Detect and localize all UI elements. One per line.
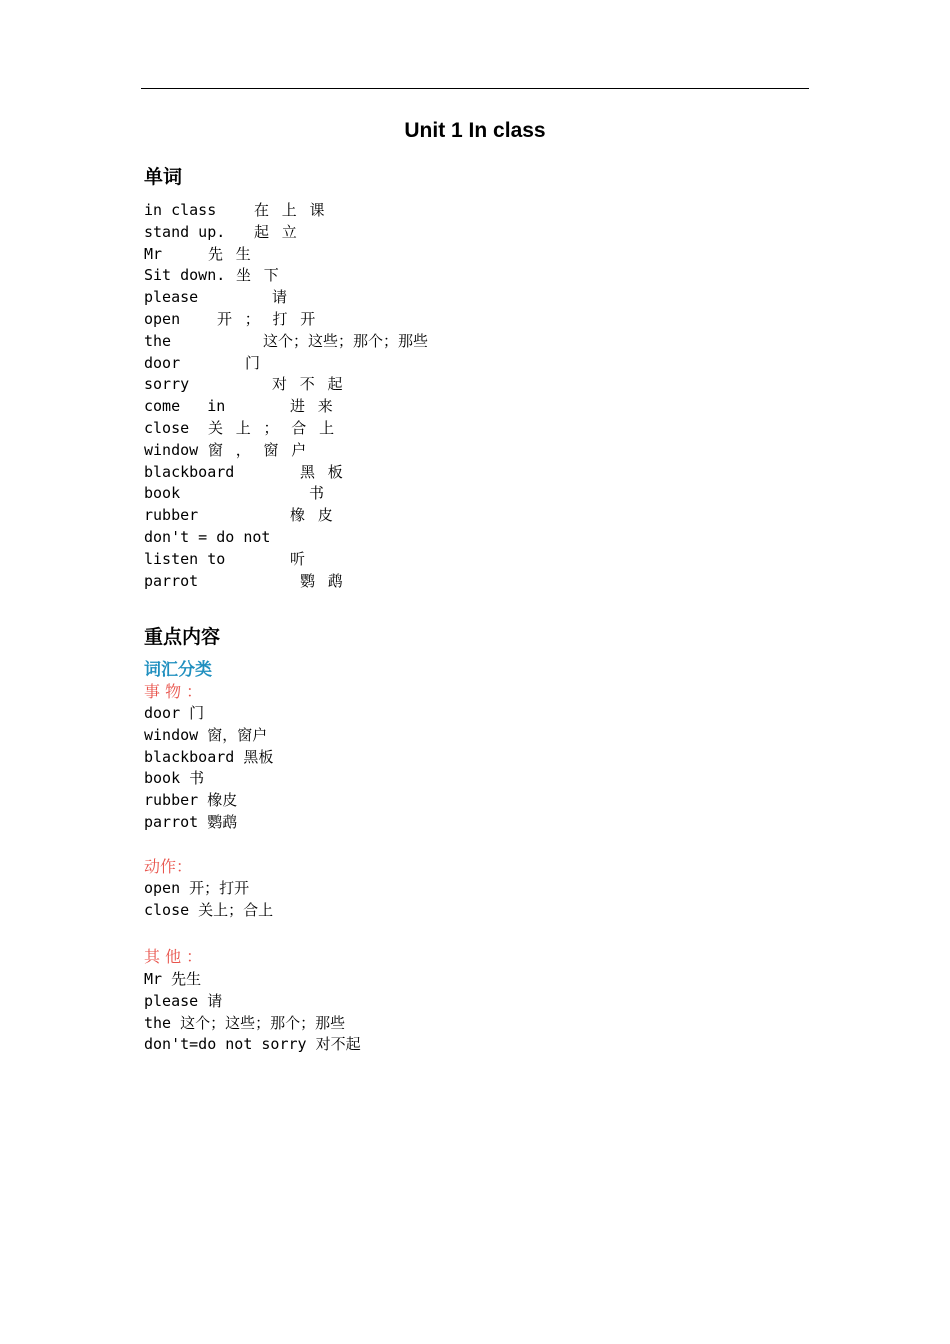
vocab-row	[144, 353, 544, 375]
vocab-english: come in	[144, 397, 226, 416]
vocab-row	[144, 440, 544, 462]
vocab-chinese: 听	[290, 549, 310, 568]
vocab-english: window	[144, 440, 199, 459]
category-actions-label: 动作：	[144, 857, 193, 876]
page-title: Unit 1 In class	[404, 119, 546, 142]
vocab-row	[144, 571, 544, 593]
vocab-english: Mr	[144, 244, 163, 263]
vocab-row	[144, 374, 544, 396]
words-heading: 单词	[144, 166, 183, 188]
vocab-chinese: 开 ； 打 开	[217, 309, 320, 328]
list-item: close 关上；合上	[144, 900, 274, 919]
vocab-row	[144, 309, 544, 331]
list-item: Mr 先生	[144, 970, 202, 988]
vocab-row	[144, 505, 544, 527]
vocab-row	[144, 222, 544, 244]
vocab-chinese: 窗 ， 窗 户	[208, 440, 311, 459]
vocab-english: please	[144, 288, 199, 307]
vocab-row	[144, 418, 544, 440]
vocab-chinese: 先 生	[208, 244, 255, 263]
vocab-english: door	[144, 353, 181, 372]
vocab-chinese: 进 来	[290, 397, 337, 416]
category-things-label: 事 物 ：	[144, 682, 203, 701]
key-content-heading: 重点内容	[144, 626, 221, 648]
category-things-list	[144, 703, 273, 834]
category-others-label: 其 他 ：	[144, 947, 203, 966]
vocab-english: don't = do not	[144, 527, 271, 546]
vocab-row	[144, 287, 544, 309]
vocab-chinese: 橡 皮	[290, 506, 337, 525]
vocab-chinese: 起 立	[254, 222, 301, 241]
list-item: don't=do not sorry 对不起	[144, 1035, 361, 1054]
vocab-row	[144, 331, 544, 353]
vocab-row	[144, 200, 544, 222]
vocab-chinese: 书	[309, 484, 329, 503]
header-rule	[141, 88, 809, 89]
list-item: door 门	[144, 704, 205, 722]
vocab-english: book	[144, 484, 181, 503]
vocab-chinese: 鹦 鹉	[300, 571, 347, 590]
vocab-row	[144, 483, 544, 505]
vocabulary-list	[144, 200, 544, 592]
vocab-chinese: 黑 板	[300, 462, 347, 481]
list-item: window 窗，窗户	[144, 725, 268, 744]
vocab-chinese: 门	[245, 353, 265, 372]
vocab-chinese: 对 不 起	[272, 375, 347, 394]
vocab-english: stand up.	[144, 222, 226, 241]
vocab-english: parrot	[144, 571, 199, 590]
vocab-english: close	[144, 418, 190, 437]
vocab-english: the	[144, 331, 172, 350]
list-item: parrot 鹦鹉	[144, 812, 238, 831]
vocab-chinese: 这个；这些；那个；那些	[263, 331, 429, 350]
vocab-chinese: 坐 下	[236, 266, 283, 285]
vocab-english: in class	[144, 201, 217, 219]
list-item: rubber 橡皮	[144, 791, 238, 810]
vocab-english: listen to	[144, 549, 226, 568]
vocab-row	[144, 396, 544, 418]
vocab-english: Sit down.	[144, 266, 226, 285]
list-item: please 请	[144, 991, 223, 1010]
vocab-english: open	[144, 309, 181, 328]
vocab-row	[144, 462, 544, 484]
category-others-list	[144, 969, 361, 1056]
vocab-chinese: 关 上 ； 合 上	[208, 418, 339, 437]
list-item: the 这个；这些；那个；那些	[144, 1013, 346, 1032]
vocab-english: sorry	[144, 375, 190, 394]
vocabulary-categories-heading: 词汇分类	[144, 660, 212, 680]
vocab-english: blackboard	[144, 462, 235, 481]
category-actions-list	[144, 878, 273, 922]
vocab-row	[144, 549, 544, 571]
vocab-row	[144, 265, 544, 287]
list-item: book 书	[144, 769, 205, 788]
vocab-row	[144, 527, 544, 549]
list-item: blackboard 黑板	[144, 747, 274, 766]
vocab-row	[144, 244, 544, 266]
vocab-chinese: 请	[272, 288, 292, 307]
vocab-chinese: 在 上 课	[254, 201, 329, 219]
vocab-english: rubber	[144, 506, 199, 525]
list-item: open 开；打开	[144, 879, 250, 897]
